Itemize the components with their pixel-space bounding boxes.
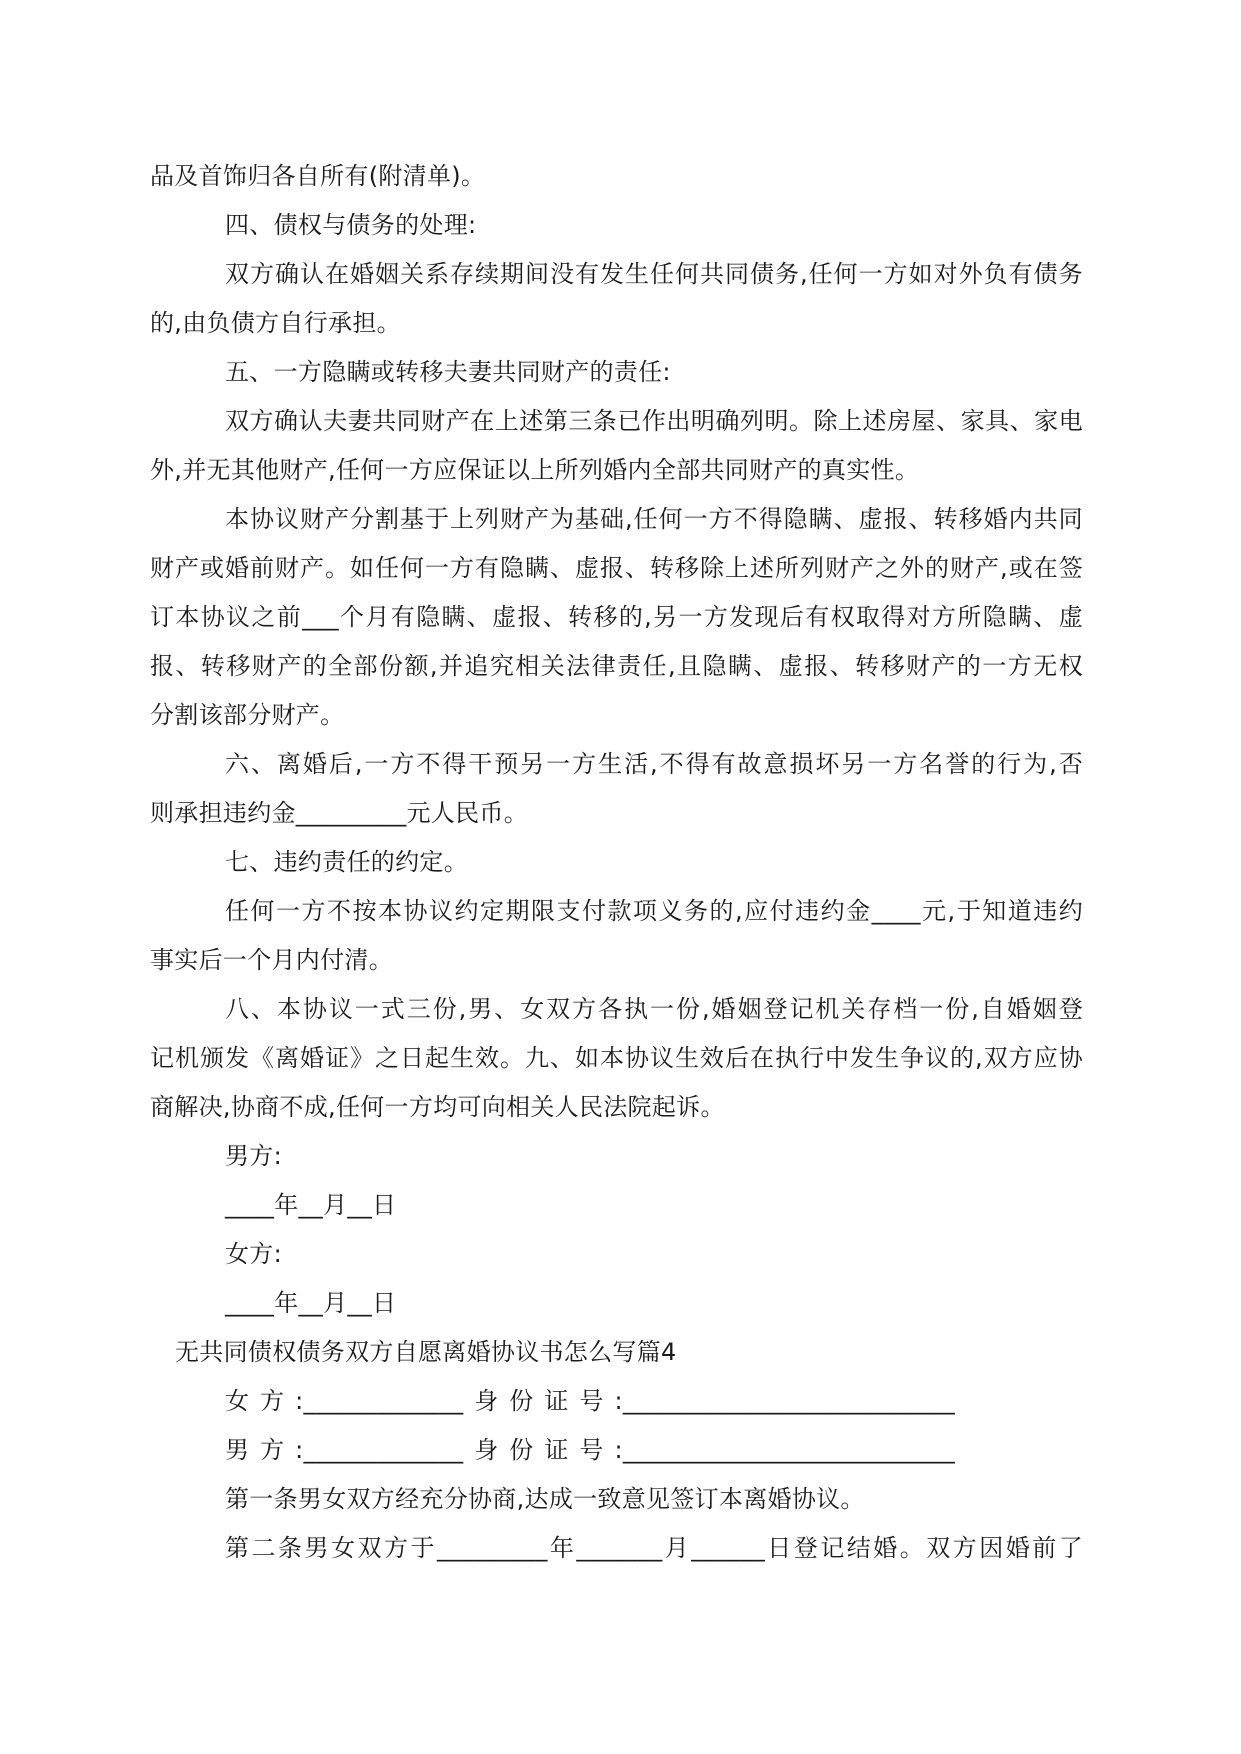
section-heading: 六、离婚后,一方不得干预另一方生活,不得有故意损坏另一方名誉的行为,否 [225, 750, 1083, 778]
paragraph-line: 的,由负债方自行承担。 [150, 309, 401, 337]
paragraph-line: 第一条男女双方经充分协商,达成一致意见签订本离婚协议。 [225, 1485, 865, 1513]
signature-label-male: 男方: [225, 1142, 282, 1170]
paragraph-line: 分割该部分财产。 [150, 701, 345, 729]
date-blank: ____年__月__日 [225, 1191, 397, 1219]
paragraph-line: 本协议财产分割基于上列财产为基础,任何一方不得隐瞒、虚报、转移婚内共同 [225, 505, 1083, 533]
paragraph-line: 双方确认夫妻共同财产在上述第三条已作出明确列明。除上述房屋、家具、家电 [225, 407, 1083, 435]
paragraph-line: 商解决,协商不成,任何一方均可向相关人民法院起诉。 [150, 1093, 725, 1121]
section-heading: 四、债权与债务的处理: [225, 211, 477, 239]
paragraph-line: 记机颁发《离婚证》之日起生效。九、如本协议生效后在执行中发生争议的,双方应协 [150, 1044, 1083, 1072]
section-heading: 八、本协议一式三份,男、女双方各执一份,婚姻登记机关存档一份,自婚姻登 [225, 995, 1083, 1023]
paragraph-line: 事实后一个月内付清。 [150, 946, 393, 974]
paragraph-line: 财产或婚前财产。如任何一方有隐瞒、虚报、转移除上述所列财产之外的财产,或在签 [150, 554, 1083, 582]
date-blank: ____年__月__日 [225, 1289, 397, 1317]
paragraph-line: 双方确认在婚姻关系存续期间没有发生任何共同债务,任何一方如对外负有债务 [225, 260, 1083, 288]
section-heading: 七、违约责任的约定。 [225, 848, 468, 876]
paragraph-line: 品及首饰归各自所有(附清单)。 [150, 162, 486, 190]
paragraph-line: 第二条男女双方于_________年_______月______日登记结婚。双方因婚前了 [225, 1534, 1083, 1562]
paragraph-line: 订本协议之前___个月有隐瞒、虚报、转移的,另一方发现后有权取得对方所隐瞒、虚 [150, 603, 1083, 631]
paragraph-line: 外,并无其他财产,任何一方应保证以上所列婚内全部共同财产的真实性。 [150, 456, 920, 484]
paragraph-line: 任何一方不按本协议约定期限支付款项义务的,应付违约金____元,于知道违约 [225, 897, 1083, 925]
paragraph-line: 则承担违约金_________元人民币。 [150, 799, 528, 827]
female-id-line: 女方:_____________身份证号:___________________________ [225, 1387, 955, 1415]
article-title: 无共同债权债务双方自愿离婚协议书怎么写篇4 [175, 1338, 677, 1366]
section-heading: 五、一方隐瞒或转移夫妻共同财产的责任: [225, 358, 671, 386]
male-id-line: 男方:_____________身份证号:___________________________ [225, 1436, 955, 1464]
signature-label-female: 女方: [225, 1240, 282, 1268]
paragraph-line: 报、转移财产的全部份额,并追究相关法律责任,且隐瞒、虚报、转移财产的一方无权 [150, 652, 1083, 680]
